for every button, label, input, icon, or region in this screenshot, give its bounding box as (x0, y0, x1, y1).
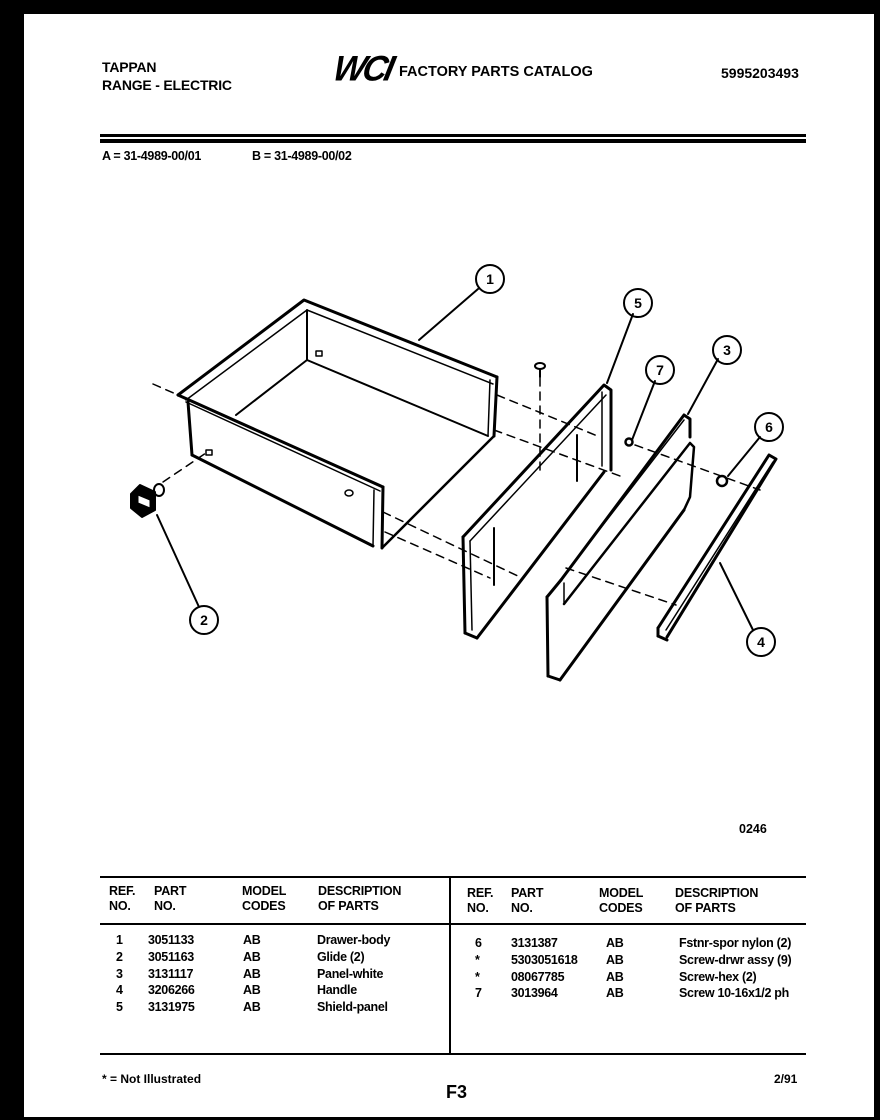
callout-3: 3 (723, 342, 731, 358)
callout-1: 1 (486, 271, 494, 287)
exploded-diagram (24, 14, 874, 874)
fastener-6 (717, 476, 727, 486)
right-model-col: AB AB AB AB (606, 936, 624, 1001)
table-top-rule (100, 876, 806, 878)
callout-5: 5 (634, 295, 642, 311)
right-ref-col: 6 * * 7 (475, 936, 482, 1001)
header-desc-right: DESCRIPTION OF PARTS (675, 886, 759, 915)
table-header-rule (100, 923, 806, 925)
header-model-right: MODEL CODES (599, 886, 644, 915)
callout-6: 6 (765, 419, 773, 435)
shield-panel-part (463, 385, 611, 638)
catalog-title: FACTORY PARTS CATALOG (399, 64, 593, 80)
revision-date: 2/91 (774, 1072, 798, 1086)
glide-part (131, 484, 164, 517)
callout-4: 4 (757, 634, 765, 650)
left-model-col: AB AB AB AB AB (243, 933, 261, 1015)
catalog-page (24, 14, 874, 1117)
right-desc-col: Fstnr-spor nylon (2) Screw-drwr assy (9) Screw-hex (2) Screw 10-16x1/2 ph (679, 936, 792, 1001)
header-part-right: PART NO. (511, 886, 544, 915)
model-b: B = 31-4989-00/02 (252, 149, 352, 163)
not-illustrated-legend: * = Not Illustrated (102, 1072, 202, 1086)
left-ref-col: 1 2 3 4 5 (116, 933, 123, 1015)
callout-7: 7 (656, 362, 664, 378)
product-type: RANGE - ELECTRIC (102, 77, 232, 93)
table-divider (449, 876, 451, 1054)
header-ref-left: REF. NO. (109, 884, 136, 913)
header-model-left: MODEL CODES (242, 884, 287, 913)
leader-lines (157, 289, 760, 630)
catalog-number: 5995203493 (721, 65, 799, 81)
parts-table (100, 876, 806, 1054)
drawer-body-part (178, 300, 497, 548)
left-part-col: 3051133 3051163 3131117 3206266 3131975 (148, 933, 195, 1015)
callout-2: 2 (200, 612, 208, 628)
assembly-axis-lines (153, 378, 760, 605)
screw-part (535, 363, 545, 377)
brand-name: TAPPAN (102, 59, 157, 75)
panel-white-part (547, 415, 694, 680)
model-a: A = 31-4989-00/01 (102, 149, 202, 163)
wci-logo: WCI (329, 49, 396, 89)
left-desc-col: Drawer-body Glide (2) Panel-white Handle Shield-panel (317, 933, 391, 1015)
table-bottom-rule (100, 1053, 806, 1055)
figure-code: 0246 (739, 822, 767, 836)
page-code: F3 (446, 1082, 468, 1102)
header-desc-left: DESCRIPTION OF PARTS (318, 884, 402, 913)
right-part-col: 3131387 5303051618 08067785 3013964 (511, 936, 578, 1001)
header-part-left: PART NO. (154, 884, 187, 913)
header-ref-right: REF. NO. (467, 886, 494, 915)
